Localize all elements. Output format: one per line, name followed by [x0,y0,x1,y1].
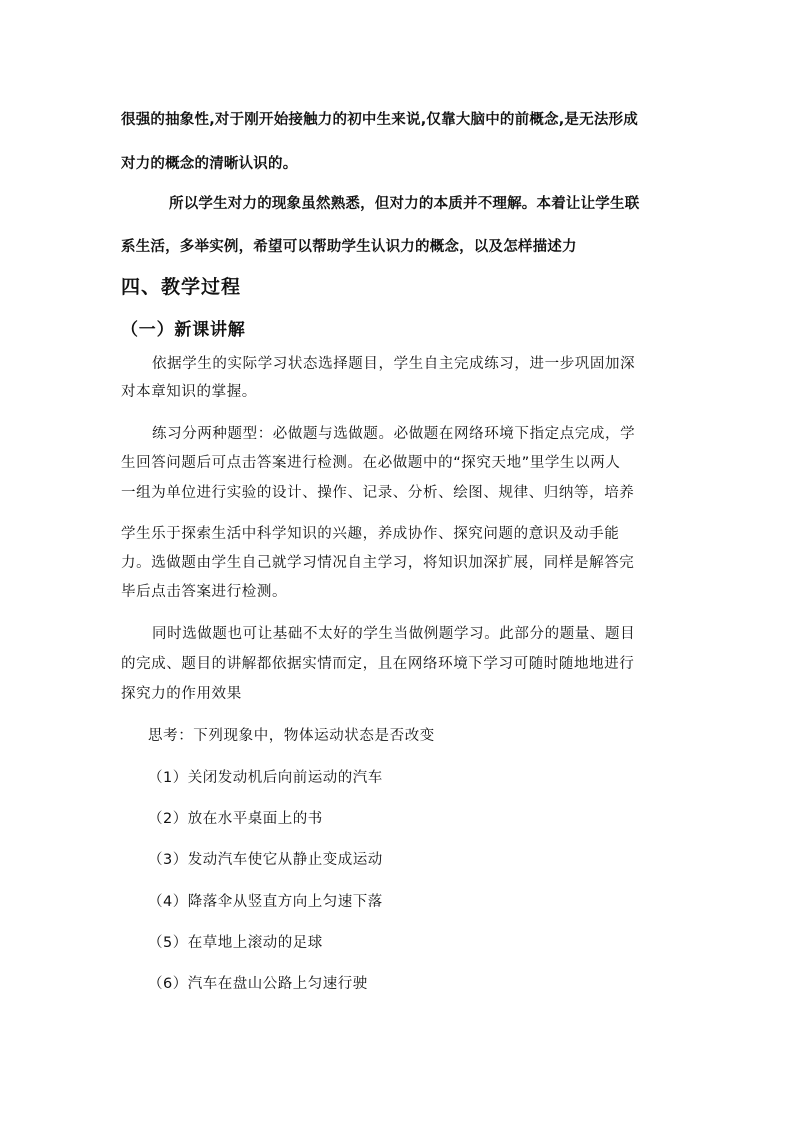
question-line: 思考：下列现象中，物体运动状态是否改变 [148,728,435,744]
para1-line-2: 对本章知识的掌握。 [121,384,257,400]
intro-line-2: 对力的概念的清晰认识的。 [121,156,298,172]
para3-line-1: 同时选做题也可让基础不太好的学生当做例题学习。此部分的题量、题目 [152,626,636,642]
subsection-heading: （一）新课讲解 [121,320,246,340]
list-item: （4）降落伞从竖直方向上匀速下落 [148,894,383,910]
list-item: （2）放在水平桌面上的书 [148,811,323,827]
para2-line-2: 生回答问题后可点击答案进行检测。在必做题中的“探究天地”里学生以两人 [121,455,621,471]
para2-line-4: 学生乐于探索生活中科学知识的兴趣，养成协作、探究问题的意识及动手能 [121,526,620,542]
list-item: （6）汽车在盘山公路上匀速行驶 [148,976,368,992]
para2-line-3: 一组为单位进行实验的设计、操作、记录、分析、绘图、规律、归纳等，培养 [121,485,635,501]
intro-line-1: 很强的抽象性,对于刚开始接触力的初中生来说,仅靠大脑中的前概念,是无法形成 [121,112,638,128]
para2-line-5: 力。选做题由学生自己就学习情况自主学习，将知识加深扩展，同样是解答完 [121,555,635,571]
list-item: （5）在草地上滚动的足球 [148,935,323,951]
section-heading: 四、教学过程 [121,276,242,298]
para3-line-2: 的完成、题目的讲解都依据实情而定，且在网络环境下学习可随时随地地进行 [121,656,635,672]
intro-line-3: 所以学生对力的现象虽然熟悉，但对力的本质并不理解。本着让让学生联 [169,196,640,212]
list-item: （1）关闭发动机后向前运动的汽车 [148,770,383,786]
para3-line-3: 探究力的作用效果 [121,686,242,702]
para2-line-6: 毕后点击答案进行检测。 [121,584,288,600]
para1-line-1: 依据学生的实际学习状态选择题目，学生自主完成练习，进一步巩固加深 [152,356,636,372]
intro-line-4: 系生活，多举实例，希望可以帮助学生认识力的概念，以及怎样描述力 [121,239,577,255]
list-item: （3）发动汽车使它从静止变成运动 [148,852,383,868]
para2-line-1: 练习分两种题型：必做题与选做题。必做题在网络环境下指定点完成，学 [152,426,636,442]
